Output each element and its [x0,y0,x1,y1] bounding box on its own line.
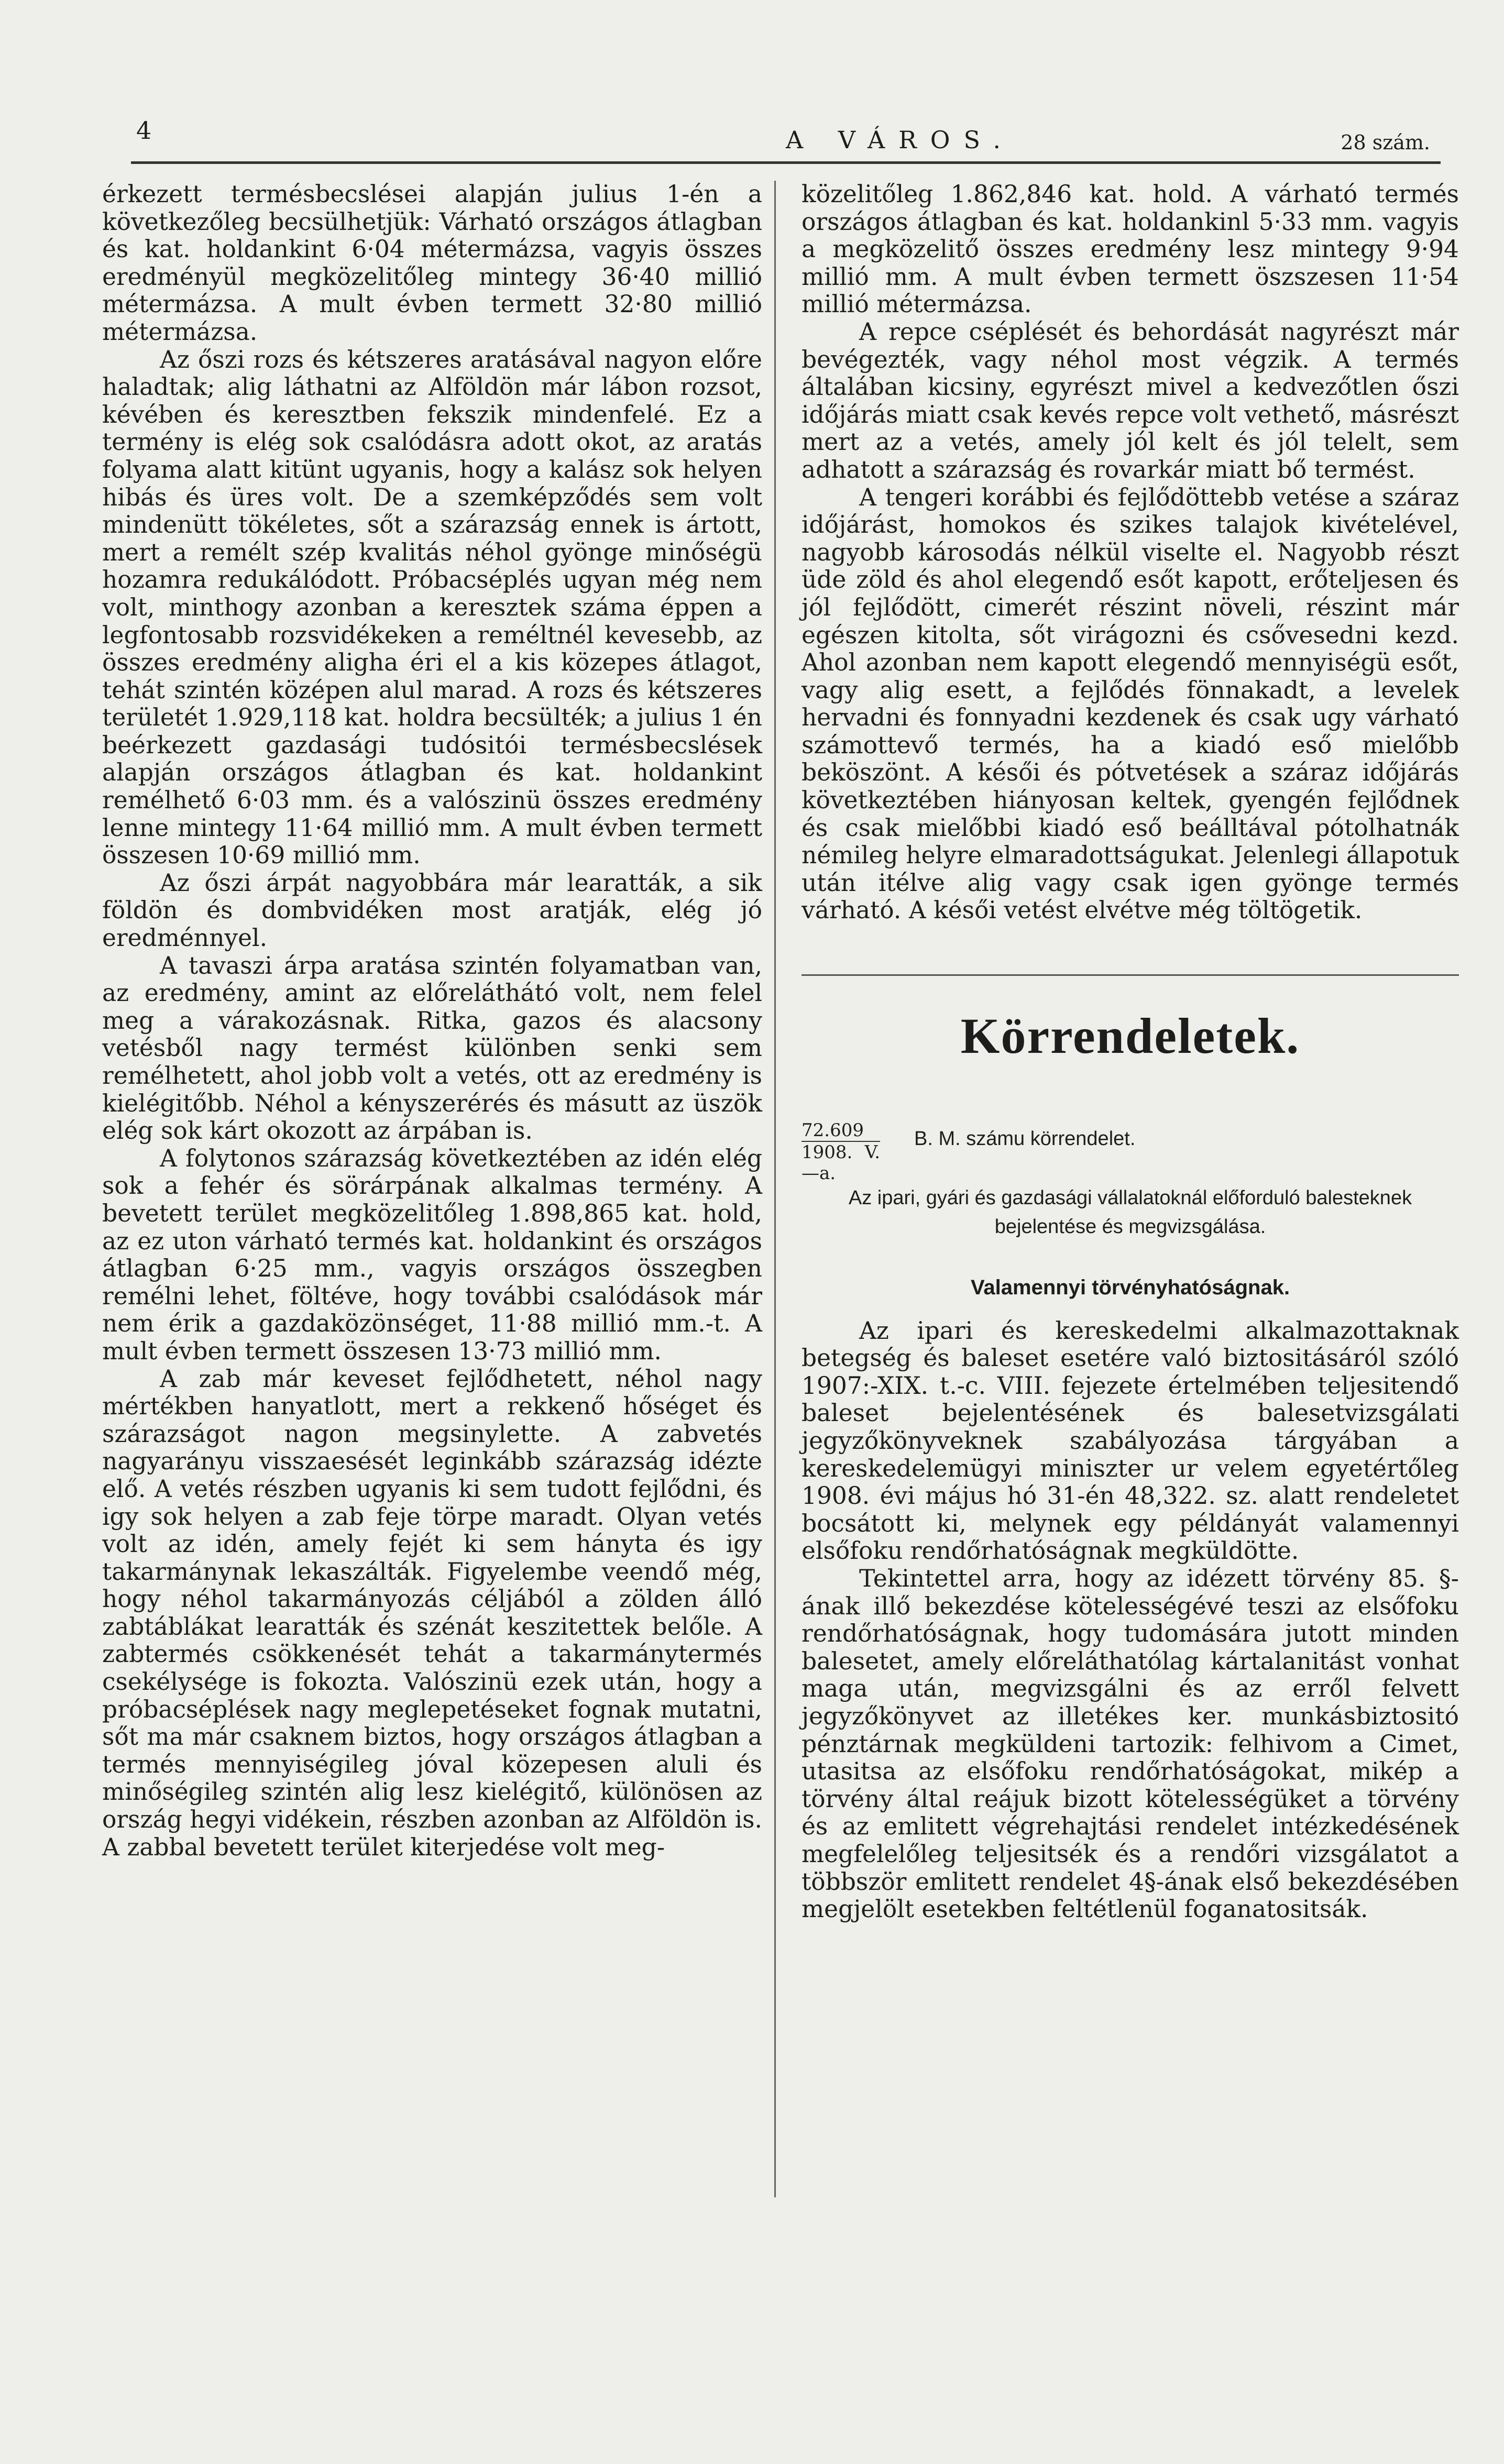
paragraph: közelitőleg 1.862,846 kat. hold. A várható termés országos átlagban és kat. holdankinl 5·33 mm. vagyis a megközelitő összes eredmény lesz mintegy 9·94 millió mm. A mult évben termett öszszesen 11·54 millió métermázsa. [802,180,1459,318]
page-number: 4 [136,116,152,145]
order-number-block [802,1120,880,1184]
order-number: 72.609 [802,1120,880,1142]
paragraph: A zab már keveset fejlődhetett, néhol nagy mértékben hanyatlott, mert a rekkenő hőséget és szárazságot nagon megsinylette. A zabvetés nagyarányu visszaesését leginkább szárazság idézte elő. A vetés részben ugyanis ki sem tudott fejlődni, és igy sok helyen a zab feje törpe maradt. Olyan vetés volt az idén, amely fejét ki sem hányta és igy takarmánynak lekaszálták. Figyelembe veendő még, hogy néhol takarmányozás céljából a zölden álló zabtáblákat learatták és szénát keszitettek belőle. A zabtermés csökkenését tehát a takarmánytermés csekélysége is fokozta. Valószinü ezek után, hogy a próbacséplések nagy meglepetéseket fognak mutatni, sőt ma már csaknem biztos, hogy országos átlagban a termés mennyiségileg jóval közepesen aluli és minőségileg szintén alig lesz kielégitő, különösen az ország hegyi vidékein, részben azonban az Alföldön is. A zabbal bevetett terület kiterjedése volt meg- [102,1365,762,1861]
order-reference [802,1115,1459,1184]
page-header [100,105,1441,168]
order-label: B. M. számu körrendelet. [914,1128,1136,1150]
section-separator [802,974,1459,976]
header-rule [131,161,1441,164]
paragraph: A tavaszi árpa aratása szintén folyamatban van, az eredmény, amint az előreláthátó volt, nem felel meg a várakozásnak. Ritka, gazos és alacsony vetésből nagy termést különben senki sem remélhetett, ahol jobb volt a vetés, ott az eredmény is kielégitőbb. Néhol a kényszerérés és másutt az üszök elég sok kárt okozott az árpában is. [102,951,762,1145]
right-column [802,181,1459,1923]
column-divider [774,181,776,2197]
issue-number: 28 szám. [1341,131,1430,154]
paragraph: Az őszi rozs és kétszeres aratásával nagyon előre haladtak; alig láthatni az Alföldön már lábon rozsot, kévében és keresztben fekszik mindenfelé. Ez a termény is elég sok csalódásra adott okot, az aratás folyama alatt kitünt ugyanis, hogy a kalász sok helyen hibás és üres volt. De a szemképződés sem volt mindenütt tökéletes, sőt a szárazság ennek is ártott, mert a remélt szép kvalitás néhol gyönge minőségü hozamra redukálódott. Próbacséplés ugyan még nem volt, minthogy azonban a keresztek száma éppen a legfontosabb rozsvidékeken a reméltnél kevesebb, az összes eredmény aligha éri el a kis közepes átlagot, tehát szintén középen alul marad. A rozs és kétszeres területét 1.929,118 kat. holdra becsülték; a julius 1 én beérkezett gazdasági tudósitói termésbecslések alapján országos átlagban és kat. holdankint remélhető 6·03 mm. és a valószinü összes eredmény lenne mintegy 11·64 millió mm. A mult évben termett összesen 10·69 millió mm. [102,345,762,870]
left-column [102,181,762,1861]
paragraph: Az ipari és kereskedelmi alkalmazottaknak betegség és baleset esetére való biztositásáról szóló 1907:-XIX. t.-c. VIII. fejezete értelmében teljesitendő baleset bejelentésének és balesetvizsgálati jegyzőkönyveknek szabályozása tárgyában a kereskedelemügyi miniszter ur velem egyetértőleg 1908. évi május hó 31-én 48,322. sz. alatt rendeletet bocsátott ki, melynek egy példányát valamennyi elsőfoku rendőrhatóságnak megküldötte. [802,1316,1459,1565]
decree-addressee: Valamennyi törvényhatóságnak. [970,1276,1290,1300]
paragraph: Az őszi árpát nagyobbára már learatták, a sik földön és dombvidéken most aratják, elég jó eredménnyel. [102,868,762,952]
paragraph: érkezett termésbecslései alapján julius 1-én a következőleg becsülhetjük: Várható országos átlagban és kat. holdankint 6·04 métermázsa, vagyis összes eredményül megközelitőleg mintegy 36·40 millió métermázsa. A mult évben termett 32·80 millió métermázsa. [102,180,762,346]
decree-subject: Az ipari, gyári és gazdasági vállalatoknál előforduló balesteknek bejelentése és megvizsgálása. [848,1187,1412,1238]
paragraph: A tengeri korábbi és fejlődöttebb vetése a száraz időjárást, homokos és szikes talajok kivételével, nagyobb károsodás nélkül viselte el. Nagyobb részt üde zöld és ahol elegendő esőt kapott, erőteljesen és jól fejlődött, cimerét részint növeli, részint már egészen kitolta, sőt virágozni és csővesedni kezd. Ahol azonban nem kapott elegendő mennyiségü esőt, vagy alig esett, a fejlődés fönnakadt, a levelek hervadni és fonnyadni kezdenek és csak ugy várható számottevő termés, ha a kiadó eső mielőbb beköszönt. A késői és pótvetések a száraz időjárás következtében hiányosan keltek, gyengén fejlődnek és csak mielőbbi kiadó eső beálltával pótolhatnák némileg helyre elmaradottságukat. Jelenlegi állapotuk után itélve alig vagy csak igen gyönge termés várható. A késői vetést elvétve még töltögetik. [802,483,1459,925]
section-title: Körrendeletek. [960,1008,1300,1064]
paragraph: A folytonos szárazság következtében az idén elég sok a fehér és sörárpának alkalmas termény. A bevetett terület megközelitőleg 1.898,865 kat. hold, az ez uton várható termés kat. holdankint és országos átlagban 6·25 mm., vagyis országos összegben remélni lehet, föltéve, hogy további csalódások már nem érik a gazdaközönséget, 11·88 millió mm.-t. A mult évben termett összesen 13·73 millió mm. [102,1144,762,1365]
paragraph: A repce cséplését és behordását nagyrészt már bevégezték, vagy néhol most végzik. A termés általában kicsiny, egyrészt mivel a kedvezőtlen őszi időjárás miatt csak kevés repce volt vethető, másrészt mert az a vetés, amely jól kelt és jól telelt, sem adhatott a szárazság és rovarkár miatt bő termést. [802,317,1459,483]
order-year: 1908. V.—a. [802,1142,880,1184]
journal-title: A VÁROS. [786,126,1015,154]
paragraph: Tekintettel arra, hogy az idézett törvény 85. §-ának illő bekezdése kötelességévé teszi az elsőfoku rendőrhatóságnak, hogy tudomására jutott minden balesetet, amely előreláthatólag kártalanitást vonhat maga után, megvizsgálni és az erről felvett jegyzőkönyvet az illetékes ker. munkásbiztositó pénztárnak megküldeni tartozik: felhivom a Cimet, utasitsa az elsőfoku rendőrhatóságokat, mikép a törvény által reájuk bizott kötelességüket a törvény és az emlitett végrehajtási rendelet intézkedésének megfelelőleg teljesitsék és a rendőri vizsgálatot a többször emlitett rendelet 4§-ának első bekezdésében megjelölt esetekben feltétlenül foganatositsák. [802,1564,1459,1923]
